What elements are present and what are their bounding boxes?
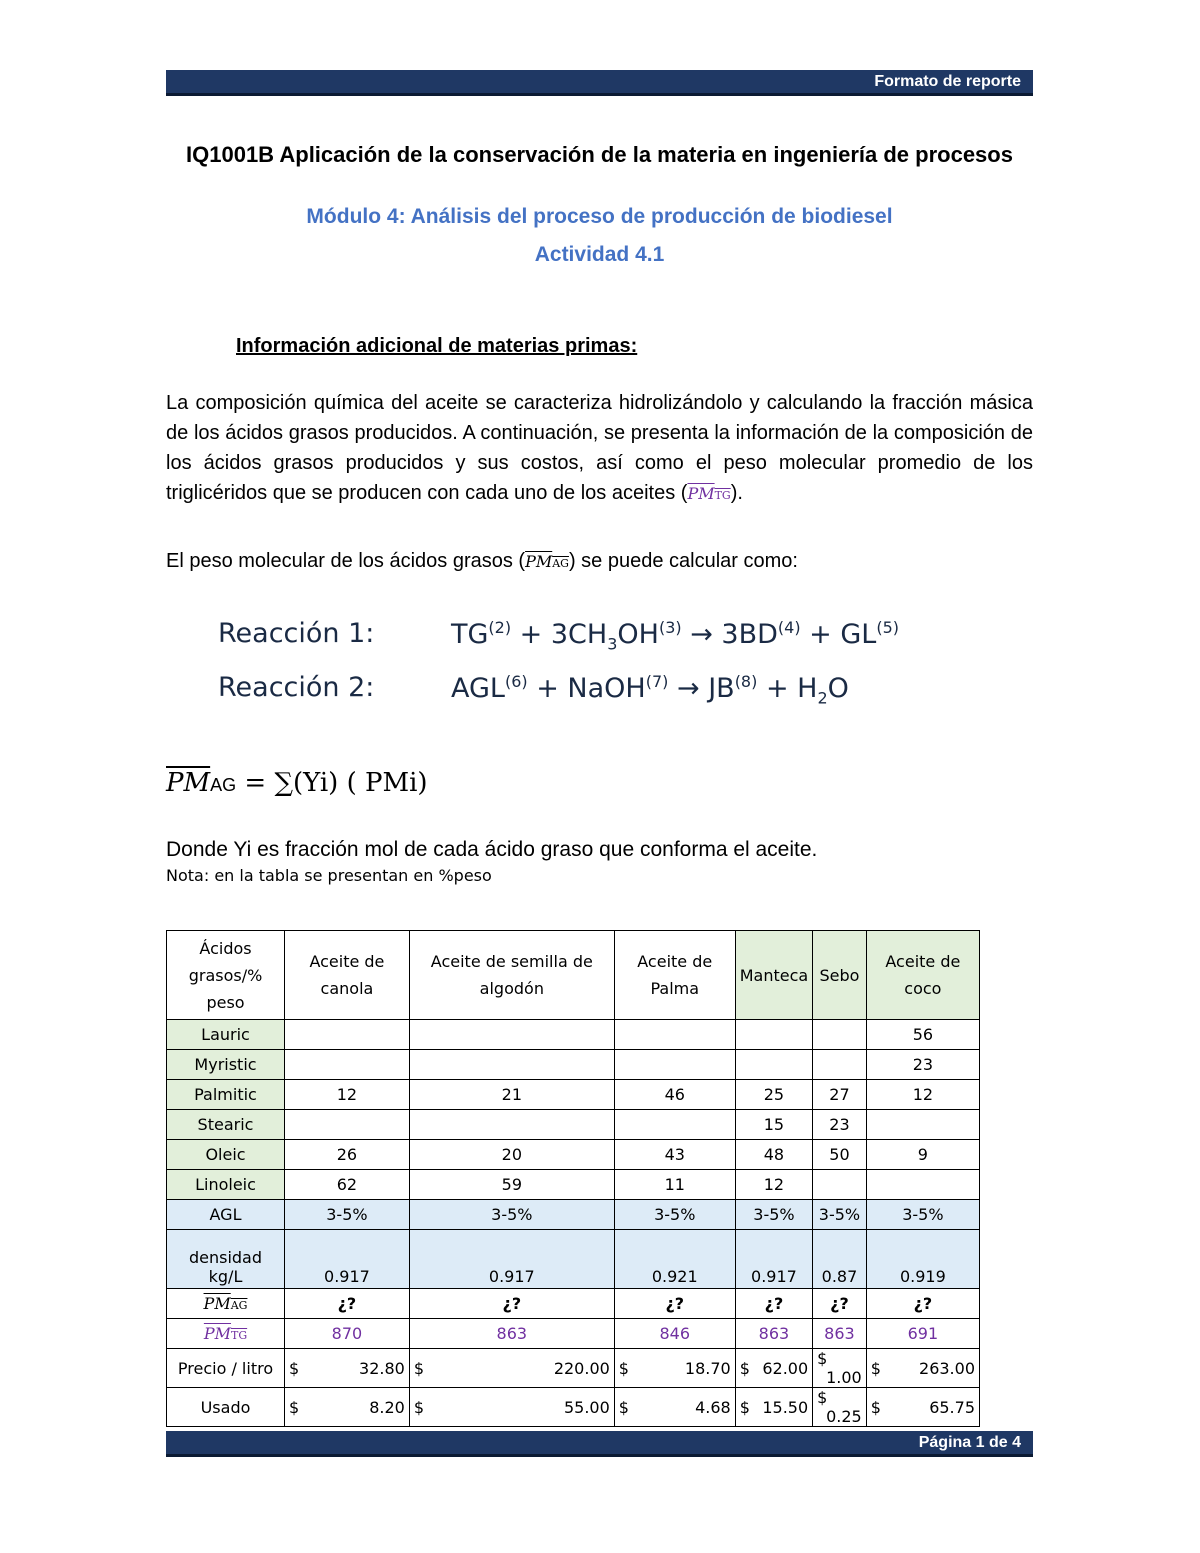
money-cell: $ 18.70 <box>614 1349 735 1388</box>
table-cell <box>813 1170 867 1200</box>
table-cell: 0.921 <box>614 1230 735 1289</box>
footer-label: Página 1 de 4 <box>918 1434 1021 1451</box>
money-cell: $ 55.00 <box>409 1388 614 1427</box>
table-cell: 12 <box>735 1170 812 1200</box>
table-cell: 56 <box>866 1020 979 1050</box>
table-cell: 3-5% <box>614 1200 735 1230</box>
table-cell <box>813 1020 867 1050</box>
column-header: Aceite de coco <box>866 931 979 1020</box>
table-cell: 59 <box>409 1170 614 1200</box>
header-label: Formato de reporte <box>874 73 1021 90</box>
column-header: Sebo <box>813 931 867 1020</box>
row-label: Palmitic <box>167 1080 285 1110</box>
price-row <box>167 1349 980 1388</box>
money-cell: $ 0.25 <box>813 1388 867 1427</box>
table-row <box>167 1020 980 1050</box>
row-label: Linoleic <box>167 1170 285 1200</box>
reaction-1-label: Reacción 1: <box>218 618 375 649</box>
row-label: Myristic <box>167 1050 285 1080</box>
table-cell: 0.917 <box>285 1230 410 1289</box>
row-label: PMAG <box>167 1289 285 1319</box>
table-cell: 27 <box>813 1080 867 1110</box>
intro-text-end: ). <box>730 482 743 504</box>
module-title: Módulo 4: Análisis del proceso de producción de biodiesel <box>306 205 893 228</box>
row-label: Usado <box>167 1388 285 1427</box>
table-corner-header: Ácidos grasos/% peso <box>167 931 285 1020</box>
table-cell: ¿? <box>285 1289 410 1319</box>
table-cell: 0.919 <box>866 1230 979 1289</box>
table-cell: 863 <box>735 1319 812 1349</box>
table-cell <box>409 1020 614 1050</box>
table-cell: 21 <box>409 1080 614 1110</box>
table-cell: 23 <box>866 1050 979 1080</box>
money-cell: $ 1.00 <box>813 1349 867 1388</box>
table-cell <box>866 1110 979 1140</box>
pm-ag-symbol: PMAG <box>525 552 569 571</box>
money-cell: $ 65.75 <box>866 1388 979 1427</box>
table-cell <box>409 1110 614 1140</box>
table-cell: 25 <box>735 1080 812 1110</box>
row-label: Precio / litro <box>167 1349 285 1388</box>
table-row <box>167 1110 980 1140</box>
table-cell: 846 <box>614 1319 735 1349</box>
table-cell <box>735 1020 812 1050</box>
fatty-acids-table <box>166 930 980 1427</box>
table-cell: ¿? <box>813 1289 867 1319</box>
money-cell: $ 15.50 <box>735 1388 812 1427</box>
pm-tg-symbol: PMTG <box>687 484 731 503</box>
header-bar <box>166 70 1033 96</box>
table-cell <box>614 1110 735 1140</box>
section-heading: Información adicional de materias primas: <box>236 335 638 357</box>
row-label: PMTG <box>167 1319 285 1349</box>
table-row <box>167 1140 980 1170</box>
table-cell: 62 <box>285 1170 410 1200</box>
table-cell: 50 <box>813 1140 867 1170</box>
intro-paragraph <box>166 388 1033 511</box>
footer-bar <box>166 1431 1033 1457</box>
table-cell: 3-5% <box>866 1200 979 1230</box>
table-cell: 3-5% <box>409 1200 614 1230</box>
table-cell: 0.917 <box>735 1230 812 1289</box>
table-cell: 20 <box>409 1140 614 1170</box>
table-cell: 0.917 <box>409 1230 614 1289</box>
table-row <box>167 1080 980 1110</box>
pm-text-end: ) se puede calcular como: <box>568 550 798 572</box>
table-cell: 26 <box>285 1140 410 1170</box>
document-title: IQ1001B Aplicación de la conservación de la materia en ingeniería de procesos <box>186 142 1013 167</box>
row-label: Stearic <box>167 1110 285 1140</box>
pm-tg-row <box>167 1319 980 1349</box>
table-cell: 15 <box>735 1110 812 1140</box>
pm-ag-row <box>167 1289 980 1319</box>
row-label: Oleic <box>167 1140 285 1170</box>
table-cell: ¿? <box>866 1289 979 1319</box>
table-cell: 691 <box>866 1319 979 1349</box>
used-row <box>167 1388 980 1427</box>
table-cell: 12 <box>866 1080 979 1110</box>
row-label: densidad kg/L <box>167 1230 285 1289</box>
money-cell: $ 8.20 <box>285 1388 410 1427</box>
table-cell <box>813 1050 867 1080</box>
table-cell: ¿? <box>735 1289 812 1319</box>
table-row <box>167 1170 980 1200</box>
money-cell: $ 62.00 <box>735 1349 812 1388</box>
row-label: AGL <box>167 1200 285 1230</box>
reaction-1-equation: $TG^{(2)} + 3CH_3OH^{(3)} \to 3BD^{(4)} + GL^{(5)}$ <box>451 618 900 654</box>
pm-ag-formula: $\overline{PM}AG = \sum(Yi)$ ( PMi) <box>166 768 428 798</box>
table-cell <box>614 1050 735 1080</box>
table-cell: 11 <box>614 1170 735 1200</box>
money-cell: $ 220.00 <box>409 1349 614 1388</box>
table-cell <box>285 1020 410 1050</box>
table-cell: 23 <box>813 1110 867 1140</box>
money-cell: $ 4.68 <box>614 1388 735 1427</box>
table-cell: 46 <box>614 1080 735 1110</box>
table-cell <box>285 1110 410 1140</box>
table-cell: 3-5% <box>735 1200 812 1230</box>
table-cell: ¿? <box>409 1289 614 1319</box>
table-cell: 48 <box>735 1140 812 1170</box>
table-cell <box>614 1020 735 1050</box>
table-cell: 3-5% <box>813 1200 867 1230</box>
table-cell: 0.87 <box>813 1230 867 1289</box>
table-cell: 863 <box>409 1319 614 1349</box>
pm-paragraph <box>166 550 798 573</box>
table-cell: 43 <box>614 1140 735 1170</box>
table-row <box>167 1050 980 1080</box>
donde-text: Donde Yi es fracción mol de cada ácido graso que conforma el aceite. <box>166 838 818 861</box>
activity-title: Actividad 4.1 <box>534 243 665 266</box>
column-header: Aceite de canola <box>285 931 410 1020</box>
pm-text: El peso molecular de los ácidos grasos ( <box>166 550 526 572</box>
table-cell: 12 <box>285 1080 410 1110</box>
table-cell <box>285 1050 410 1080</box>
table-cell: 3-5% <box>285 1200 410 1230</box>
column-header: Aceite de Palma <box>614 931 735 1020</box>
agl-row <box>167 1200 980 1230</box>
intro-text: La composición química del aceite se caracteriza hidrolizándolo y calculando la fracción másica de los ácidos grasos producidos. A continuación, se presenta la información de la composición de los ácidos grasos producidos y sus costos, así como el peso molecular promedio de los triglicéridos que se producen con cada uno de los aceites ( <box>166 392 1033 504</box>
table-cell <box>735 1050 812 1080</box>
table-cell: 870 <box>285 1319 410 1349</box>
table-cell <box>409 1050 614 1080</box>
table-cell <box>866 1170 979 1200</box>
table-cell: ¿? <box>614 1289 735 1319</box>
table-header-row <box>167 931 980 1020</box>
reaction-2-label: Reacción 2: <box>218 672 375 703</box>
column-header: Manteca <box>735 931 812 1020</box>
table-cell: 863 <box>813 1319 867 1349</box>
money-cell: $ 263.00 <box>866 1349 979 1388</box>
table-cell: 9 <box>866 1140 979 1170</box>
density-row <box>167 1230 980 1289</box>
column-header: Aceite de semilla de algodón <box>409 931 614 1020</box>
money-cell: $ 32.80 <box>285 1349 410 1388</box>
note-text: Nota: en la tabla se presentan en %peso <box>166 866 492 885</box>
reaction-2-equation: $AGL^{(6)}$ + NaOH$^{(7)}$ → $JB^{(8)} + H_2O$ <box>451 672 849 708</box>
row-label: Lauric <box>167 1020 285 1050</box>
